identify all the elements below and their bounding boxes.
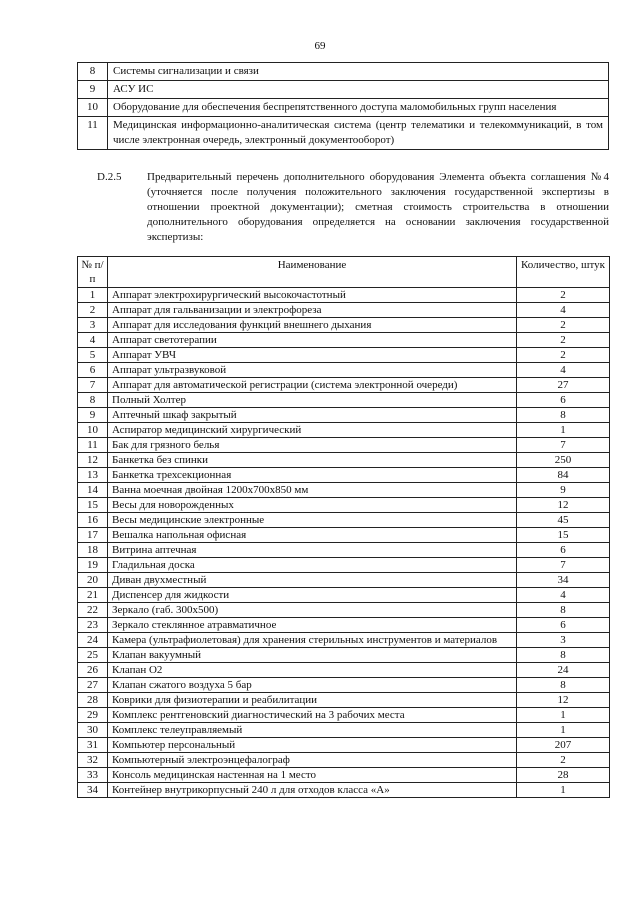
table-row [78, 783, 610, 798]
equipment-name: Клапан О2 [108, 663, 517, 678]
row-number: 15 [78, 498, 108, 513]
row-number: 1 [78, 288, 108, 303]
row-number: 4 [78, 333, 108, 348]
section-d-2-5 [97, 170, 609, 245]
row-number: 27 [78, 678, 108, 693]
equipment-name: Бак для грязного белья [108, 438, 517, 453]
equipment-name: Полный Холтер [108, 393, 517, 408]
equipment-quantity: 8 [517, 648, 610, 663]
row-number: 3 [78, 318, 108, 333]
equipment-quantity: 1 [517, 783, 610, 798]
row-number: 11 [78, 117, 108, 150]
table-row [78, 678, 610, 693]
table-row [78, 753, 610, 768]
equipment-quantity: 12 [517, 498, 610, 513]
equipment-quantity: 3 [517, 633, 610, 648]
row-number: 16 [78, 513, 108, 528]
systems-table-body [78, 63, 609, 150]
equipment-quantity: 7 [517, 438, 610, 453]
equipment-quantity: 2 [517, 348, 610, 363]
table-row [78, 738, 610, 753]
equipment-quantity: 207 [517, 738, 610, 753]
row-number: 32 [78, 753, 108, 768]
table-row [78, 633, 610, 648]
row-number: 6 [78, 363, 108, 378]
equipment-table [77, 256, 610, 798]
equipment-name: Весы медицинские электронные [108, 513, 517, 528]
equipment-quantity: 84 [517, 468, 610, 483]
equipment-table-header [78, 257, 610, 288]
table-row [78, 648, 610, 663]
table-row [78, 483, 610, 498]
table-row [78, 768, 610, 783]
table-row [78, 573, 610, 588]
table-row [78, 513, 610, 528]
row-text: Оборудование для обеспечения беспрепятственного доступа маломобильных групп населения [108, 99, 609, 117]
equipment-name: Гладильная доска [108, 558, 517, 573]
row-number: 26 [78, 663, 108, 678]
table-row [78, 663, 610, 678]
row-number: 9 [78, 81, 108, 99]
equipment-name: Диспенсер для жидкости [108, 588, 517, 603]
equipment-quantity: 250 [517, 453, 610, 468]
equipment-quantity: 2 [517, 753, 610, 768]
equipment-name: Аппарат для автоматической регистрации (система электронной очереди) [108, 378, 517, 393]
table-row [78, 438, 610, 453]
row-number: 10 [78, 423, 108, 438]
equipment-name: Компьютер персональный [108, 738, 517, 753]
row-number: 34 [78, 783, 108, 798]
table-row [78, 318, 610, 333]
table-row [78, 333, 610, 348]
row-number: 30 [78, 723, 108, 738]
equipment-name: Комплекс телеуправляемый [108, 723, 517, 738]
equipment-quantity: 4 [517, 363, 610, 378]
table-row [78, 453, 610, 468]
equipment-quantity: 28 [517, 768, 610, 783]
row-number: 8 [78, 63, 108, 81]
section-code: D.2.5 [97, 171, 122, 183]
row-number: 20 [78, 573, 108, 588]
row-number: 25 [78, 648, 108, 663]
row-number: 11 [78, 438, 108, 453]
equipment-quantity: 8 [517, 408, 610, 423]
equipment-name: Весы для новорожденных [108, 498, 517, 513]
row-number: 21 [78, 588, 108, 603]
equipment-name: Диван двухместный [108, 573, 517, 588]
row-text: Медицинская информационно-аналитическая система (центр телематики и телекоммуникаций, в том числе электронная очередь, электронный документооборот) [108, 117, 609, 150]
row-number: 8 [78, 393, 108, 408]
equipment-quantity: 34 [517, 573, 610, 588]
header-qty: Количество, штук [517, 257, 610, 288]
row-number: 31 [78, 738, 108, 753]
equipment-name: Аппарат ультразвуковой [108, 363, 517, 378]
row-number: 12 [78, 453, 108, 468]
equipment-name: Клапан сжатого воздуха 5 бар [108, 678, 517, 693]
row-number: 17 [78, 528, 108, 543]
table-row [78, 363, 610, 378]
table-row [78, 708, 610, 723]
equipment-quantity: 27 [517, 378, 610, 393]
row-number: 22 [78, 603, 108, 618]
equipment-name: Банкетка трехсекционная [108, 468, 517, 483]
table-row [78, 408, 610, 423]
table-row [78, 99, 609, 117]
table-row [78, 393, 610, 408]
row-text: АСУ ИС [108, 81, 609, 99]
table-row [78, 528, 610, 543]
row-number: 7 [78, 378, 108, 393]
table-row [78, 468, 610, 483]
equipment-quantity: 2 [517, 318, 610, 333]
equipment-quantity: 4 [517, 588, 610, 603]
table-row [78, 423, 610, 438]
equipment-quantity: 2 [517, 333, 610, 348]
table-row [78, 288, 610, 303]
equipment-quantity: 6 [517, 393, 610, 408]
row-number: 28 [78, 693, 108, 708]
header-name: Наименование [108, 257, 517, 288]
equipment-name: Компьютерный электроэнцефалограф [108, 753, 517, 768]
table-row [78, 348, 610, 363]
table-row [78, 723, 610, 738]
equipment-name: Камера (ультрафиолетовая) для хранения стерильных инструментов и материалов [108, 633, 517, 648]
equipment-name: Аппарат для исследования функций внешнего дыхания [108, 318, 517, 333]
table-row [78, 693, 610, 708]
row-number: 5 [78, 348, 108, 363]
equipment-name: Коврики для физиотерапии и реабилитации [108, 693, 517, 708]
equipment-quantity: 24 [517, 663, 610, 678]
equipment-quantity: 12 [517, 693, 610, 708]
row-number: 18 [78, 543, 108, 558]
equipment-name: Витрина аптечная [108, 543, 517, 558]
systems-table [77, 62, 609, 150]
header-num: № п/п [78, 257, 108, 288]
table-row [78, 303, 610, 318]
row-number: 14 [78, 483, 108, 498]
row-number: 10 [78, 99, 108, 117]
row-number: 2 [78, 303, 108, 318]
equipment-quantity: 7 [517, 558, 610, 573]
equipment-table-body [78, 288, 610, 798]
table-row [78, 81, 609, 99]
equipment-quantity: 2 [517, 288, 610, 303]
equipment-name: Аппарат УВЧ [108, 348, 517, 363]
equipment-name: Аспиратор медицинский хирургический [108, 423, 517, 438]
row-number: 23 [78, 618, 108, 633]
equipment-name: Аптечный шкаф закрытый [108, 408, 517, 423]
equipment-quantity: 9 [517, 483, 610, 498]
row-number: 13 [78, 468, 108, 483]
equipment-name: Комплекс рентгеновский диагностический на 3 рабочих места [108, 708, 517, 723]
equipment-name: Зеркало (габ. 300х500) [108, 603, 517, 618]
equipment-quantity: 8 [517, 678, 610, 693]
equipment-name: Консоль медицинская настенная на 1 место [108, 768, 517, 783]
equipment-name: Зеркало стеклянное атравматичное [108, 618, 517, 633]
row-text: Системы сигнализации и связи [108, 63, 609, 81]
equipment-name: Аппарат электрохирургический высокочастотный [108, 288, 517, 303]
table-row [78, 63, 609, 81]
row-number: 9 [78, 408, 108, 423]
equipment-quantity: 45 [517, 513, 610, 528]
equipment-name: Банкетка без спинки [108, 453, 517, 468]
row-number: 33 [78, 768, 108, 783]
table-row [78, 117, 609, 150]
row-number: 19 [78, 558, 108, 573]
section-paragraph: Предварительный перечень дополнительного оборудования Элемента объекта соглашения №4 (уточняется после получения положительного заключения государственной экспертизы в отношении проектной документации); сметная стоимость строительства в отношении дополнительного оборудования определяется на основании заключения государственной экспертизы: [147, 171, 609, 243]
equipment-quantity: 1 [517, 423, 610, 438]
equipment-name: Контейнер внутрикорпусный 240 л для отходов класса «А» [108, 783, 517, 798]
equipment-quantity: 4 [517, 303, 610, 318]
equipment-quantity: 15 [517, 528, 610, 543]
equipment-quantity: 6 [517, 618, 610, 633]
equipment-quantity: 6 [517, 543, 610, 558]
table-row [78, 603, 610, 618]
row-number: 29 [78, 708, 108, 723]
equipment-name: Аппарат светотерапии [108, 333, 517, 348]
table-row [78, 498, 610, 513]
equipment-quantity: 8 [517, 603, 610, 618]
equipment-quantity: 1 [517, 723, 610, 738]
page-number: 69 [314, 40, 326, 52]
equipment-name: Клапан вакуумный [108, 648, 517, 663]
row-number: 24 [78, 633, 108, 648]
equipment-name: Аппарат для гальванизации и электрофореза [108, 303, 517, 318]
equipment-name: Ванна моечная двойная 1200х700х850 мм [108, 483, 517, 498]
table-row [78, 543, 610, 558]
table-row [78, 378, 610, 393]
table-row [78, 618, 610, 633]
equipment-name: Вешалка напольная офисная [108, 528, 517, 543]
table-row [78, 588, 610, 603]
equipment-quantity: 1 [517, 708, 610, 723]
table-row [78, 558, 610, 573]
